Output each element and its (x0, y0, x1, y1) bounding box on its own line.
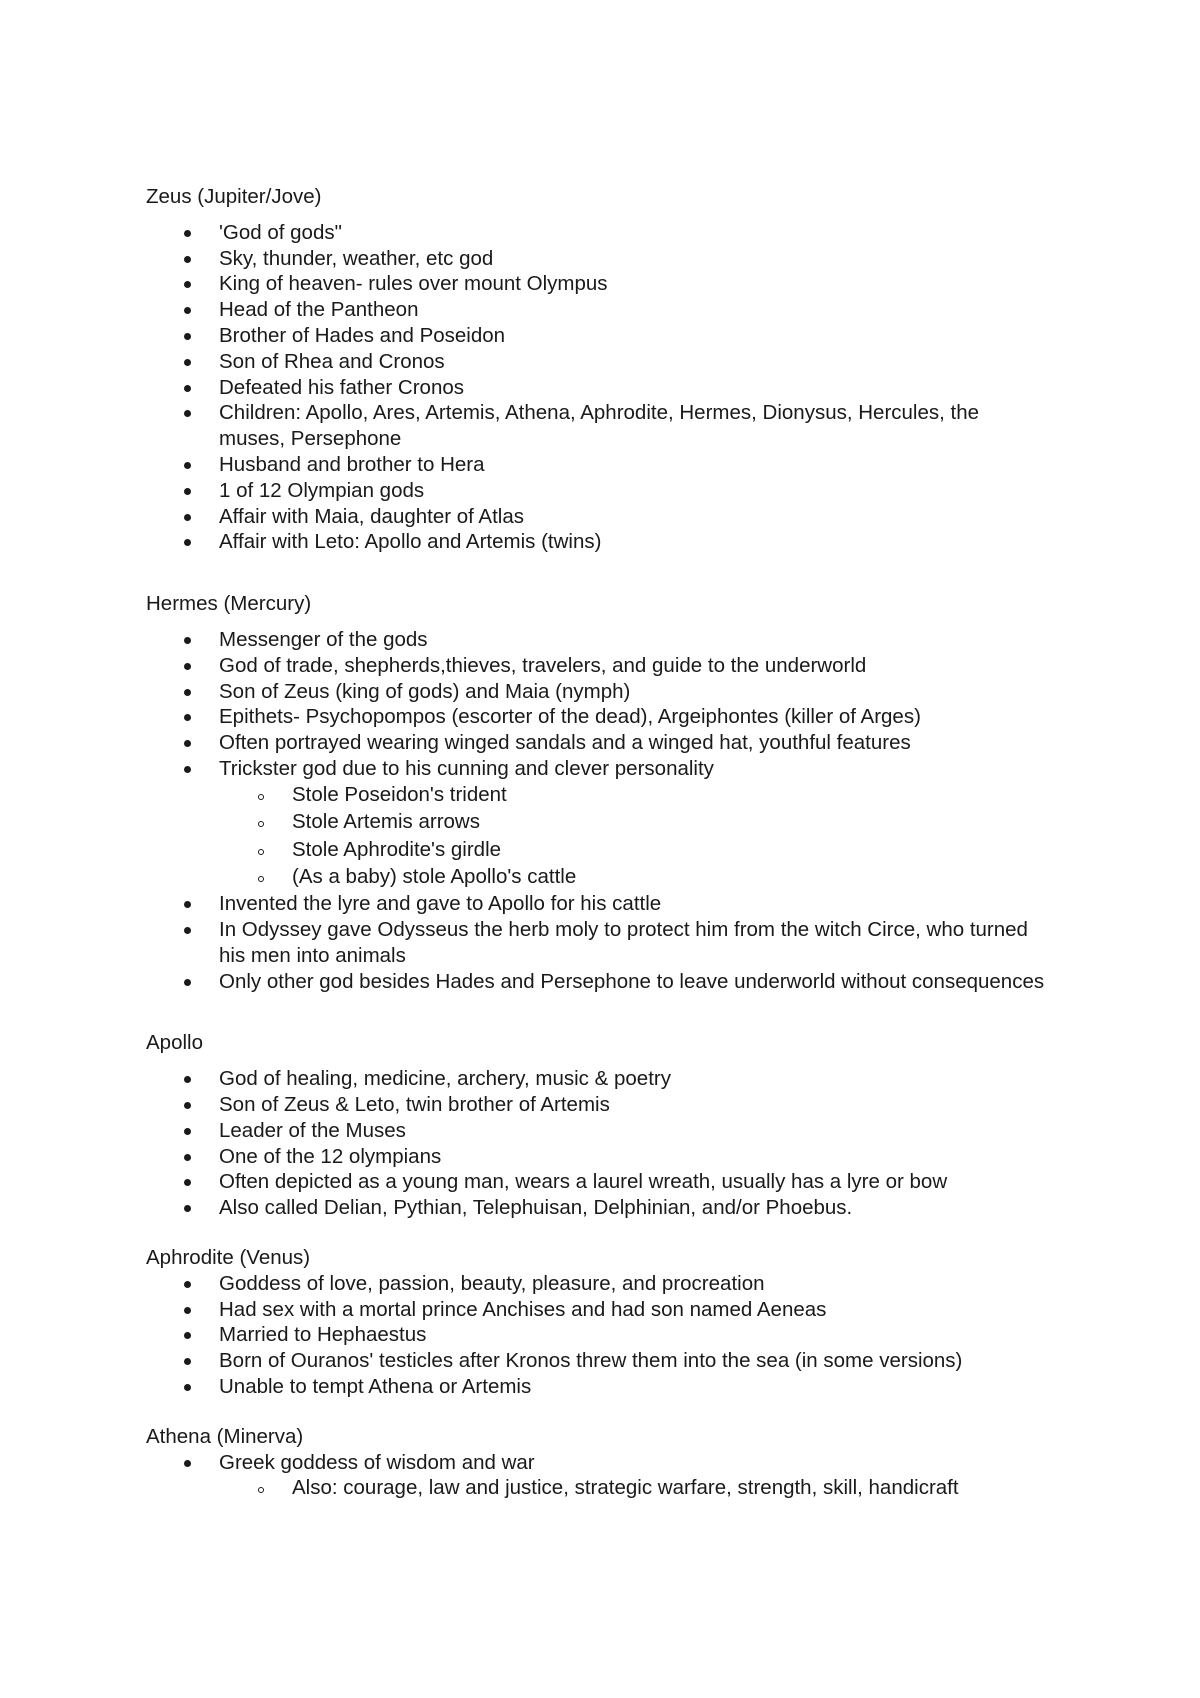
bullet-icon (184, 281, 191, 288)
list-item (146, 529, 1050, 555)
list-item (146, 1322, 1050, 1348)
list-item-text: Son of Rhea and Cronos (219, 349, 445, 373)
section-zeus (146, 184, 1050, 555)
bullet-icon (184, 385, 191, 392)
list-item (146, 246, 1050, 272)
circle-bullet-icon (258, 821, 264, 827)
circle-bullet-icon (258, 1487, 264, 1493)
list-item-text: Sky, thunder, weather, etc god (219, 246, 494, 270)
list-item-text: Trickster god due to his cunning and clever personality (219, 756, 714, 780)
list-item (146, 891, 1050, 917)
list-item-text: Affair with Maia, daughter of Atlas (219, 504, 525, 528)
section-hermes (146, 591, 1050, 994)
bullet-icon (184, 410, 191, 417)
list-item (146, 1195, 1050, 1221)
bullet-icon (184, 256, 191, 263)
sub-list-item (219, 837, 1050, 863)
bullet-icon (184, 1281, 191, 1288)
section-heading: Zeus (Jupiter/Jove) (146, 185, 322, 208)
circle-bullet-icon (258, 876, 264, 882)
bullet-icon (184, 1102, 191, 1109)
list-item (146, 297, 1050, 323)
bullet-list (146, 627, 1050, 995)
bullet-icon (184, 663, 191, 670)
sub-list-item (219, 1475, 1050, 1501)
bullet-icon (184, 1332, 191, 1339)
list-item-text: Son of Zeus & Leto, twin brother of Artemis (219, 1093, 610, 1117)
list-item-text: Greek goddess of wisdom and war (219, 1450, 535, 1474)
list-item (146, 220, 1050, 246)
bullet-icon (184, 637, 191, 644)
list-item-text: Head of the Pantheon (219, 298, 419, 322)
section-athena (146, 1424, 1050, 1501)
bullet-list (146, 1450, 1050, 1502)
list-item (146, 627, 1050, 653)
sub-list-item (219, 864, 1050, 890)
list-item (146, 917, 1050, 969)
section-heading: Apollo (146, 1031, 203, 1055)
circle-bullet-icon (258, 794, 264, 800)
list-item (146, 452, 1050, 478)
list-item-text: Only other god besides Hades and Persephone to leave underworld without consequences (219, 969, 1045, 993)
list-item-text: Born of Ouranos' testicles after Kronos threw them into the sea (in some versions) (219, 1349, 963, 1373)
sub-list (219, 1475, 1050, 1501)
bullet-list (146, 220, 1050, 555)
bullet-icon (184, 927, 191, 934)
list-item-text: Also called Delian, Pythian, Telephuisan, Delphinian, and/or Phoebus. (219, 1196, 853, 1220)
list-item-text: Epithets- Psychopompos (escorter of the dead), Argeiphontes (killer of Arges) (219, 705, 921, 729)
list-item (146, 1297, 1050, 1323)
bullet-list (146, 1271, 1050, 1400)
list-item-text: 1 of 12 Olympian gods (219, 478, 425, 502)
list-item (146, 969, 1050, 995)
bullet-icon (184, 307, 191, 314)
list-item-text: Brother of Hades and Poseidon (219, 323, 506, 347)
list-item-text: In Odyssey gave Odysseus the herb moly to protect him from the witch Circe, who turned his men into animals (219, 918, 1028, 967)
section-apollo (146, 1030, 1050, 1221)
list-item-text: Often portrayed wearing winged sandals and a winged hat, youthful features (219, 731, 911, 755)
bullet-icon (184, 714, 191, 721)
list-item-text: Invented the lyre and gave to Apollo for his cattle (219, 892, 662, 916)
list-item (146, 375, 1050, 401)
bullet-icon (184, 333, 191, 340)
section-heading: Aphrodite (Venus) (146, 1246, 311, 1270)
bullet-icon (184, 462, 191, 469)
bullet-icon (184, 488, 191, 495)
bullet-icon (184, 1076, 191, 1083)
list-item (146, 756, 1050, 890)
list-item-text: Son of Zeus (king of gods) and Maia (nymph) (219, 679, 631, 703)
sub-list-item (219, 809, 1050, 835)
bullet-list (146, 1066, 1050, 1221)
section-aphrodite (146, 1245, 1050, 1400)
bullet-icon (184, 539, 191, 546)
bullet-icon (184, 1154, 191, 1161)
bullet-icon (184, 979, 191, 986)
list-item-text: Unable to tempt Athena or Artemis (219, 1375, 532, 1399)
list-item (146, 1348, 1050, 1374)
sub-list-item-text: Also: courage, law and justice, strategic warfare, strength, skill, handicraft (292, 1476, 959, 1500)
list-item (146, 1118, 1050, 1144)
list-item (146, 1092, 1050, 1118)
bullet-icon (184, 1179, 191, 1186)
list-item (146, 1066, 1050, 1092)
list-item (146, 271, 1050, 297)
sub-list-item-text: Stole Poseidon's trident (292, 782, 507, 806)
sub-list-item-text: Stole Aphrodite's girdle (292, 837, 502, 861)
section-heading: Athena (Minerva) (146, 1424, 304, 1448)
list-item-text: Leader of the Muses (219, 1118, 406, 1142)
sub-list-item-text: (As a baby) stole Apollo's cattle (292, 864, 577, 888)
bullet-icon (184, 1128, 191, 1135)
list-item (146, 704, 1050, 730)
list-item-text: Affair with Leto: Apollo and Artemis (twins) (219, 530, 602, 554)
bullet-icon (184, 766, 191, 773)
list-item (146, 1271, 1050, 1297)
bullet-icon (184, 1460, 191, 1467)
sub-list (219, 782, 1050, 890)
bullet-icon (184, 740, 191, 747)
list-item (146, 730, 1050, 756)
circle-bullet-icon (258, 849, 264, 855)
list-item (146, 504, 1050, 530)
list-item (146, 679, 1050, 705)
list-item (146, 478, 1050, 504)
list-item-text: Goddess of love, passion, beauty, pleasure, and procreation (219, 1271, 765, 1295)
bullet-icon (184, 1205, 191, 1212)
sub-list-item-text: Stole Artemis arrows (292, 810, 480, 834)
list-item (146, 1144, 1050, 1170)
list-item-text: Messenger of the gods (219, 627, 428, 651)
list-item-text: God of trade, shepherds,thieves, travelers, and guide to the underworld (219, 653, 867, 677)
list-item (146, 1450, 1050, 1502)
bullet-icon (184, 359, 191, 366)
list-item-text: God of healing, medicine, archery, music & poetry (219, 1067, 671, 1091)
list-item-text: Married to Hephaestus (219, 1323, 427, 1347)
sub-list-item (219, 782, 1050, 808)
list-item (146, 653, 1050, 679)
section-heading: Hermes (Mercury) (146, 592, 312, 616)
bullet-icon (184, 1384, 191, 1391)
list-item-text: Defeated his father Cronos (219, 375, 464, 399)
list-item-text: Often depicted as a young man, wears a laurel wreath, usually has a lyre or bow (219, 1170, 948, 1194)
list-item-text: Husband and brother to Hera (219, 452, 485, 476)
list-item (146, 400, 1050, 452)
bullet-icon (184, 1307, 191, 1314)
bullet-icon (184, 901, 191, 908)
list-item-text: Children: Apollo, Ares, Artemis, Athena, Aphrodite, Hermes, Dionysus, Hercules, the muses, Persephone (219, 401, 980, 451)
list-item (146, 1374, 1050, 1400)
list-item (146, 349, 1050, 375)
list-item (146, 323, 1050, 349)
list-item-text: 'God of gods" (219, 220, 342, 244)
bullet-icon (184, 689, 191, 696)
list-item-text: King of heaven- rules over mount Olympus (219, 272, 608, 296)
bullet-icon (184, 1358, 191, 1365)
list-item-text: One of the 12 olympians (219, 1144, 442, 1168)
list-item (146, 1169, 1050, 1195)
list-item-text: Had sex with a mortal prince Anchises and had son named Aeneas (219, 1297, 827, 1321)
bullet-icon (184, 230, 191, 237)
bullet-icon (184, 514, 191, 521)
